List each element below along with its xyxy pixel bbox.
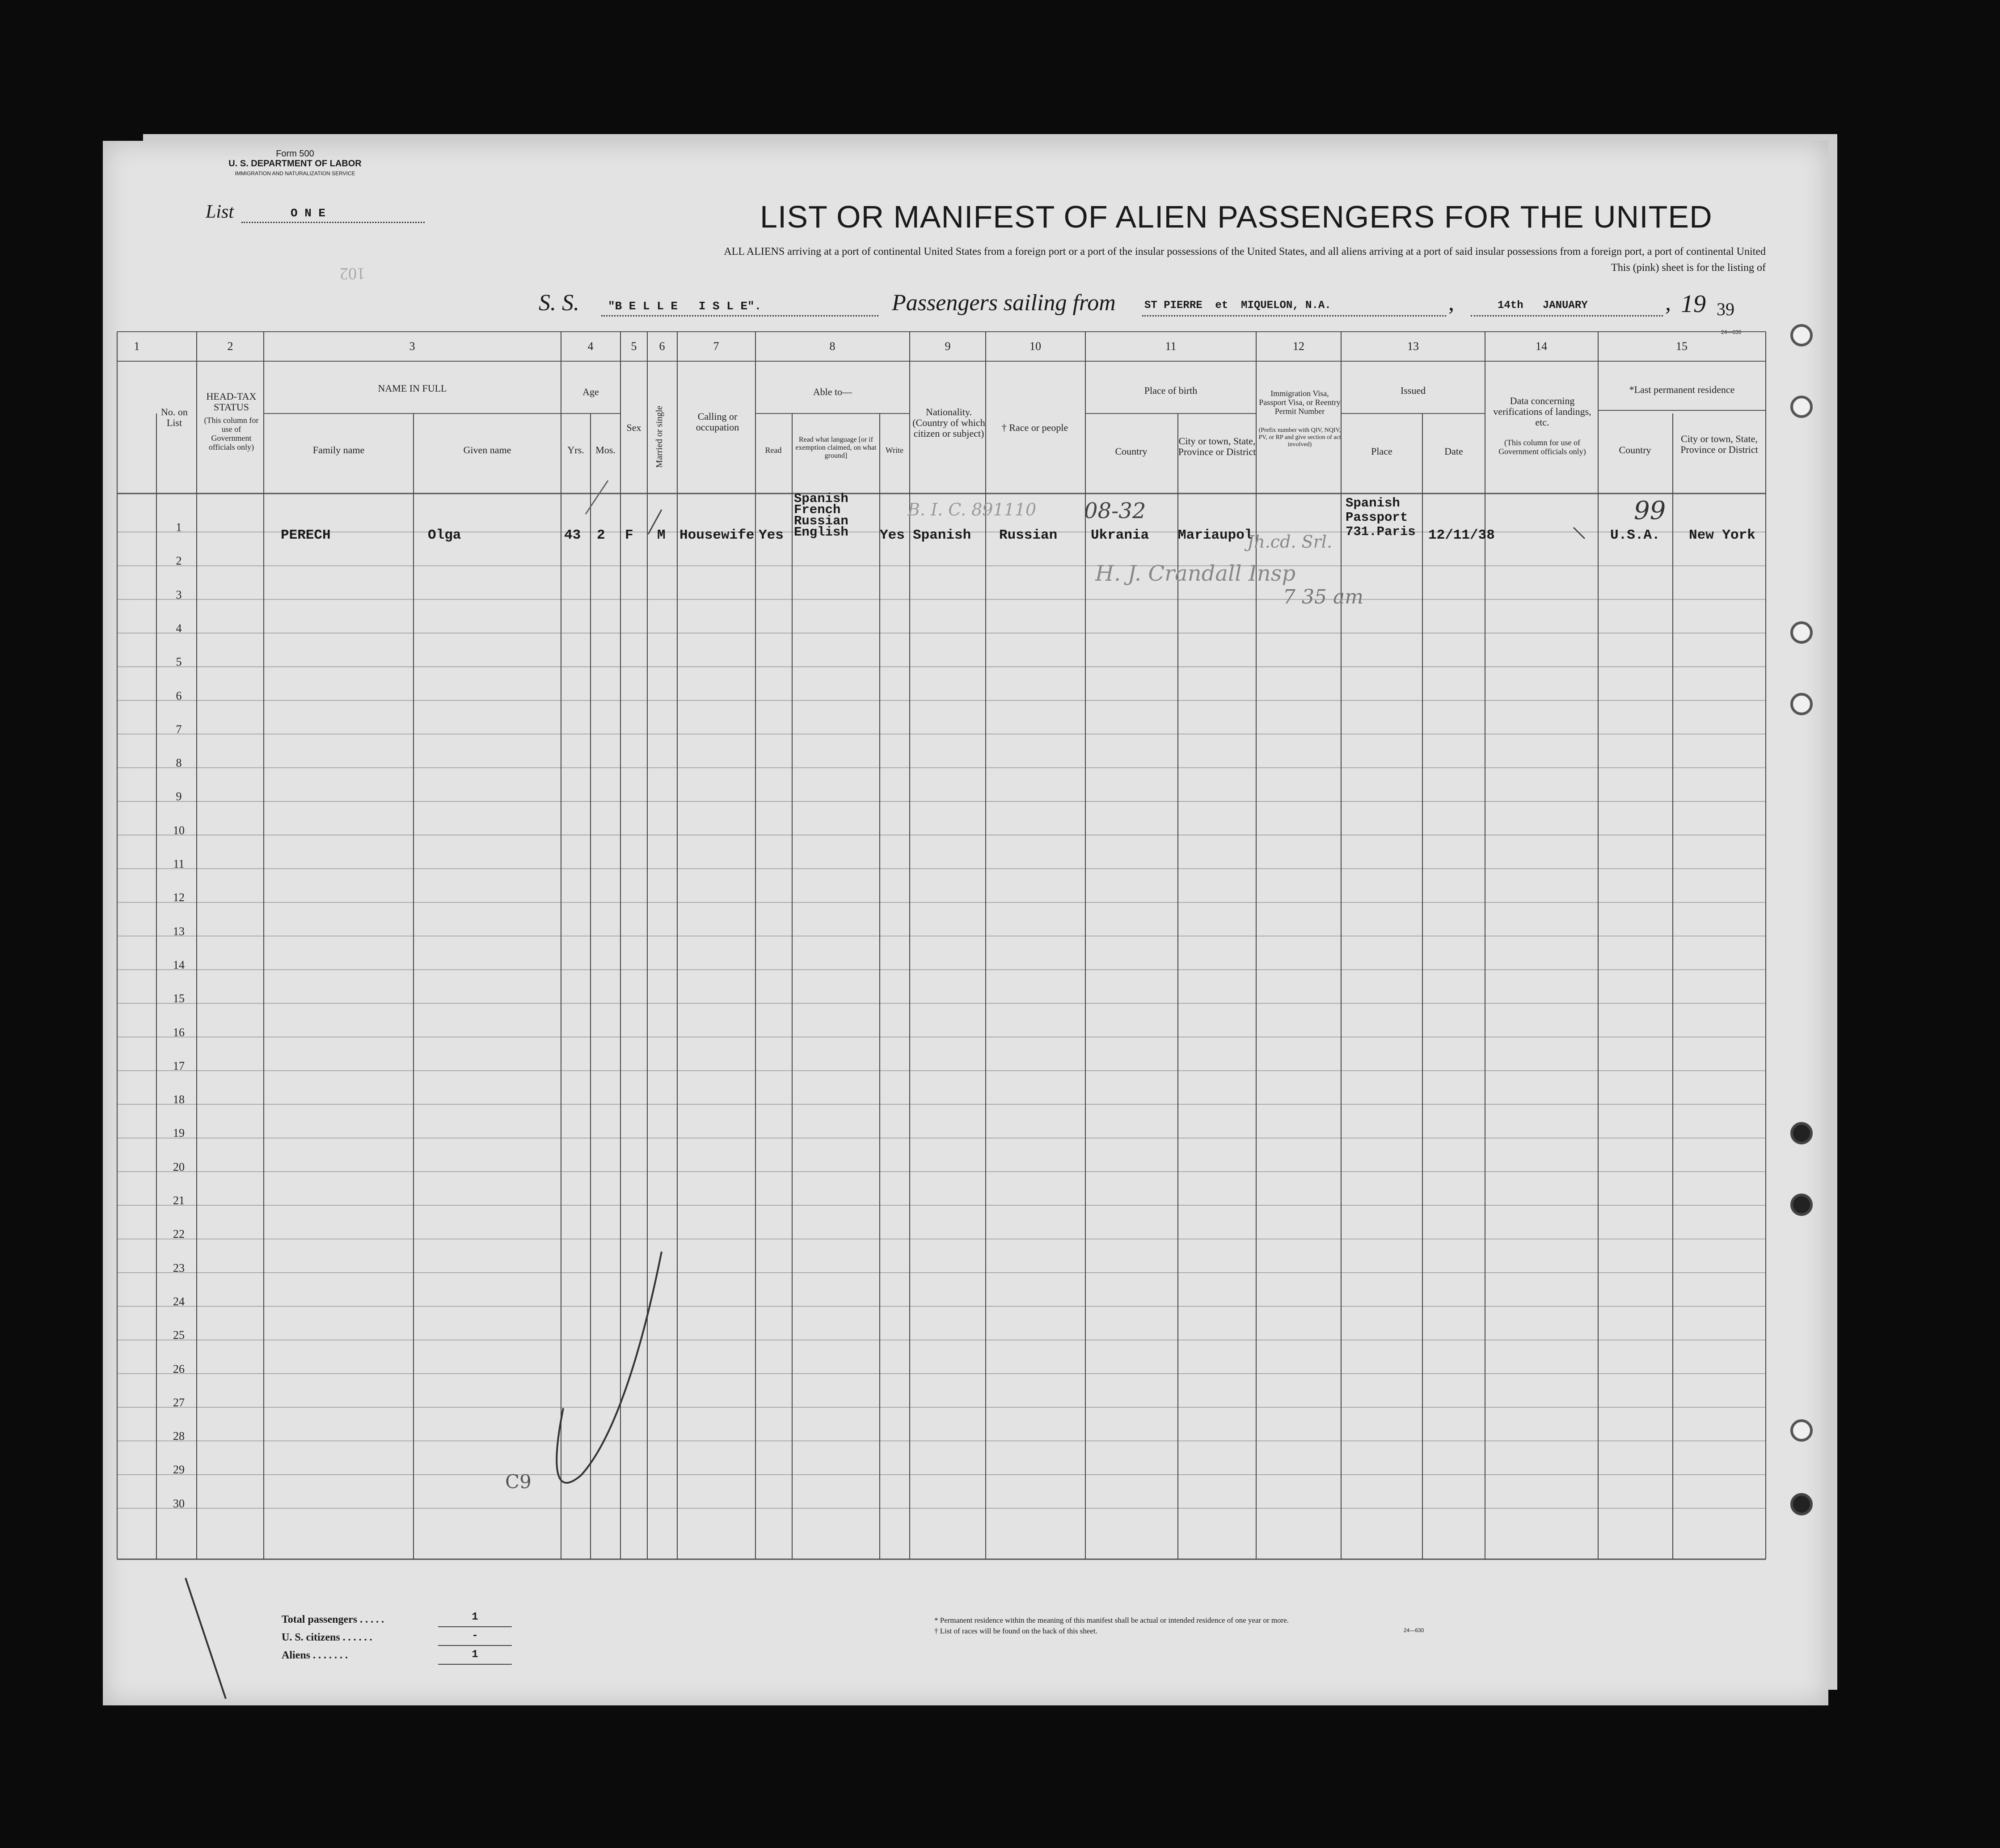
comma-1: ,: [1448, 290, 1454, 316]
aliens-label: Aliens: [282, 1650, 311, 1661]
column-number: 1: [134, 340, 140, 353]
residence-code: 99: [1634, 496, 1666, 525]
header-no-on-list: No. on List: [161, 406, 188, 428]
column-number: 15: [1676, 340, 1688, 353]
header-age: Age: [582, 386, 599, 397]
sailing-date: 14th JANUARY: [1498, 300, 1588, 312]
header-nationality: Nationality. (Country of which citizen or subject): [912, 406, 985, 439]
row-number: 29: [173, 1463, 185, 1477]
language-3: Russian: [794, 514, 848, 528]
header-mos: Mos.: [595, 444, 616, 456]
birth-city: Mariaupol: [1178, 527, 1253, 543]
row-number: 4: [176, 621, 182, 635]
binding-hole: [1790, 324, 1813, 346]
header-able-to: Able to—: [813, 386, 852, 397]
issued-place-line-3: 731.Paris: [1346, 524, 1416, 539]
row-number: 17: [173, 1059, 185, 1072]
row-number: 10: [173, 823, 185, 837]
nationality: Spanish: [913, 527, 971, 543]
nationality-handwritten-note: B. I. C. 891110: [907, 500, 1037, 519]
header-head-tax-note: (This column for use of Government officials only): [204, 416, 259, 451]
language-2: French: [794, 502, 841, 517]
binding-hole: [1790, 396, 1813, 418]
total-passengers-value: 1: [438, 1608, 512, 1627]
age-years: 43: [564, 527, 581, 543]
total-passengers-label: Total passengers: [282, 1614, 358, 1625]
header-residence-city: City or town, State, Province or District: [1680, 433, 1758, 455]
binding-hole: [1790, 1122, 1813, 1144]
header-issued-place: Place: [1371, 446, 1392, 457]
binding-hole: [1790, 1493, 1813, 1515]
binding-hole: [1790, 1194, 1813, 1216]
header-data-concerning: Data concerning verifications of landings, etc.: [1493, 395, 1591, 428]
list-label: List: [206, 202, 234, 222]
given-name: Olga: [428, 527, 461, 543]
column-number: 10: [1030, 340, 1041, 353]
language-4: English: [794, 525, 848, 540]
row-number: 11: [173, 857, 185, 870]
family-name: PERECH: [281, 527, 331, 543]
instructions-line-2: This (pink) sheet is for the listing of: [1611, 262, 1766, 274]
list-value: O N E: [291, 207, 326, 220]
row-number: 3: [176, 588, 182, 601]
able-to-write: Yes: [880, 527, 905, 543]
header-birth-country: Country: [1115, 446, 1148, 457]
row-number: 18: [173, 1093, 185, 1106]
header-issued: Issued: [1400, 385, 1426, 396]
header-read-language: Read what language [or if exemption claimed, on what ground]: [795, 436, 877, 460]
row-number: 26: [173, 1362, 185, 1375]
column-number: 9: [945, 340, 951, 353]
sailing-label: Passengers sailing from: [892, 290, 1116, 316]
column-number: 5: [631, 340, 637, 353]
ss-label: S. S.: [539, 290, 579, 316]
row-number: 23: [173, 1261, 185, 1274]
row-number: 13: [173, 924, 185, 938]
stamp-number: 102: [340, 264, 365, 283]
row-number: 21: [173, 1194, 185, 1207]
column-number: 11: [1165, 340, 1177, 353]
header-issued-date: Date: [1444, 446, 1463, 457]
us-citizens-label: U. S. citizens: [282, 1632, 340, 1643]
birth-handwritten-note: 08-32: [1084, 498, 1146, 523]
year-suffix: 39: [1717, 299, 1734, 319]
column-number: 7: [713, 340, 719, 353]
column-number: 13: [1407, 340, 1419, 353]
row-number: 24: [173, 1295, 185, 1308]
form-number: Form 500: [276, 149, 314, 159]
department: U. S. DEPARTMENT OF LABOR: [228, 159, 362, 169]
footnote-residence: * Permanent residence within the meaning of this manifest shall be actual or intended residence of one year or more.: [934, 1616, 1289, 1624]
aliens-value: 1: [438, 1646, 512, 1665]
bottom-handwritten-note: C9: [505, 1471, 532, 1493]
age-months: 2: [597, 527, 605, 543]
residence-country: U.S.A.: [1610, 527, 1660, 543]
top-code: 24—630: [1721, 329, 1742, 335]
header-last-residence: *Last permanent residence: [1629, 384, 1735, 395]
row-number: 9: [176, 790, 182, 803]
header-write: Write: [885, 446, 904, 455]
marital-status: M: [657, 527, 666, 543]
header-read: Read: [765, 446, 782, 455]
issued-place: [1346, 496, 1416, 539]
issued-date: 12/11/38: [1428, 527, 1495, 543]
row-number: 12: [173, 891, 185, 904]
binding-hole: [1790, 621, 1813, 644]
header-birth-city: City or town, State, Province or District: [1178, 435, 1256, 457]
row-number: 5: [176, 655, 182, 669]
row-number: 27: [173, 1396, 185, 1409]
footnotes: [934, 1615, 1289, 1637]
instructions-line-1: ALL ALIENS arriving at a port of continental United States from a foreign port or a port of the insular possessions of the United States, and all aliens arriving at a port of said insular possessions from a foreign port, a port of continental United: [724, 246, 1766, 257]
header-place-of-birth: Place of birth: [1144, 385, 1198, 396]
able-to-read: Yes: [759, 527, 784, 543]
row-number: 28: [173, 1430, 185, 1443]
language-1: Spanish: [794, 491, 848, 506]
row-number: 15: [173, 992, 185, 1005]
header-residence-country: Country: [1619, 444, 1651, 456]
column-number: 8: [829, 340, 835, 353]
occupation: Housewife: [679, 527, 755, 543]
row-number: 1: [176, 521, 182, 534]
ship-name: "B E L L E I S L E".: [608, 300, 762, 313]
issued-place-line-1: Spanish: [1346, 496, 1400, 511]
port-of-departure: ST PIERRE et MIQUELON, N.A.: [1144, 300, 1331, 312]
header-family-name: Family name: [312, 444, 365, 456]
binding-hole: [1790, 1419, 1813, 1442]
column-number: 3: [409, 340, 415, 353]
header-sex: Sex: [626, 422, 641, 433]
residence-city: New York: [1689, 527, 1755, 543]
header-name-in-full: NAME IN FULL: [378, 383, 447, 394]
form-code: 24—630: [1404, 1627, 1424, 1633]
totals-labels: Total passengers . . . . . U. S. citizens . . . . . . Aliens . . . . . . .: [282, 1614, 384, 1661]
row-number: 20: [173, 1160, 185, 1173]
issued-place-line-2: Passport: [1346, 510, 1408, 525]
inspector-signature: H. J. Crandall Insp: [1095, 561, 1296, 586]
row-number: 2: [176, 554, 182, 568]
header-head-tax: HEAD-TAX STATUS: [206, 391, 257, 413]
footnote-races: † List of races will be found on the back of this sheet.: [934, 1627, 1097, 1635]
birth-country: Ukrania: [1091, 527, 1149, 543]
sex: F: [625, 527, 633, 543]
year-prefix: 19: [1681, 290, 1706, 318]
row-number: 19: [173, 1127, 185, 1140]
column-number: 4: [587, 340, 594, 353]
header-calling: Calling or occupation: [696, 411, 739, 433]
header-married: Married or single: [654, 405, 664, 468]
row-number: 16: [173, 1025, 185, 1039]
row-number: 22: [173, 1228, 185, 1241]
row-number: 14: [173, 958, 185, 971]
row-number: 30: [173, 1497, 185, 1510]
row-number: 25: [173, 1329, 185, 1342]
binding-hole: [1790, 693, 1813, 715]
column-number: 12: [1293, 340, 1304, 353]
race: Russian: [999, 527, 1058, 543]
comma-2: ,: [1665, 290, 1671, 316]
header-visa-note: (Prefix number with QIV, NQIV, PV, or RP and give section of act involved): [1258, 427, 1341, 448]
header-race: † Race or people: [1001, 422, 1068, 433]
totals-values: [438, 1608, 512, 1665]
manifest-title: LIST OR MANIFEST OF ALIEN PASSENGERS FOR THE UNITED: [760, 199, 1713, 234]
column-number: 2: [227, 340, 233, 353]
header-data-note: (This column for use of Government officials only): [1498, 438, 1586, 456]
row-number: 7: [176, 722, 182, 736]
languages: [794, 493, 848, 538]
header-yrs: Yrs.: [567, 444, 584, 456]
visa-handwritten-note: Jh.cd. Srl.: [1247, 532, 1332, 552]
us-citizens-value: -: [438, 1627, 512, 1646]
service: IMMIGRATION AND NATURALIZATION SERVICE: [235, 170, 355, 177]
row-number: 6: [176, 689, 182, 702]
column-number: 14: [1536, 340, 1547, 353]
inspection-time: 7 35 am: [1283, 586, 1363, 608]
header-visa: Immigration Visa, Passport Visa, or Reentry Permit Number: [1259, 389, 1341, 416]
header-given-name: Given name: [463, 444, 511, 456]
column-number: 6: [659, 340, 665, 353]
row-number: 8: [176, 756, 182, 770]
